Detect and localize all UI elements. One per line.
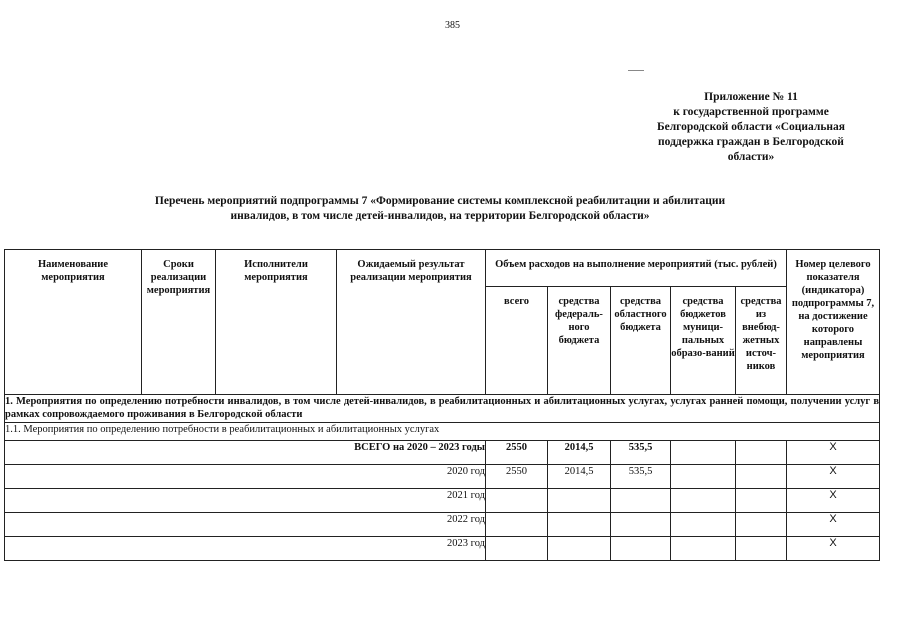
- cell-municipal: [671, 489, 736, 513]
- cell-total: [486, 537, 548, 561]
- table-row: [5, 513, 880, 537]
- cell-federal: [548, 489, 611, 513]
- header-result: Ожидаемый результат реализации мероприятия: [337, 250, 486, 395]
- cell-federal: 2014,5: [548, 441, 611, 465]
- cell-extrabudget: [736, 537, 787, 561]
- cell-federal: 2014,5: [548, 465, 611, 489]
- table-row: [5, 489, 880, 513]
- cell-regional: [611, 513, 671, 537]
- appendix-line: Приложение № 11: [704, 91, 798, 103]
- cell-indicator: Х: [787, 465, 880, 489]
- page-number: 385: [445, 20, 460, 31]
- header-total: всего: [486, 287, 548, 395]
- section-heading: 1. Мероприятия по определению потребности инвалидов, в том числе детей-инвалидов, в реабилитационных и абилитационных услугах, услугах ранней помощи, получении услуг в рамках сопровождаемого проживания в Белгородской области: [5, 395, 880, 423]
- row-label: 2022 год: [5, 513, 486, 537]
- header-extrabudget: средства из внебюд-жетных источ-ников: [736, 287, 787, 395]
- cell-federal: [548, 537, 611, 561]
- table-row: [5, 441, 880, 465]
- header-name: Наименование мероприятия: [5, 250, 142, 395]
- row-label: ВСЕГО на 2020 – 2023 годы: [5, 441, 486, 465]
- cell-municipal: [671, 441, 736, 465]
- header-executors: Исполнители мероприятия: [216, 250, 337, 395]
- row-label: 2020 год: [5, 465, 486, 489]
- header-indicator: Номер целевого показателя (индикатора) подпрограммы 7, на достижение которого направлены мероприятия: [787, 250, 880, 395]
- document-title: [70, 194, 810, 224]
- cell-indicator: Х: [787, 537, 880, 561]
- cell-regional: [611, 489, 671, 513]
- cell-extrabudget: [736, 465, 787, 489]
- cell-indicator: Х: [787, 441, 880, 465]
- measures-table: [4, 249, 880, 561]
- cell-extrabudget: [736, 441, 787, 465]
- row-label: 2023 год: [5, 537, 486, 561]
- cell-regional: 535,5: [611, 465, 671, 489]
- cell-indicator: Х: [787, 489, 880, 513]
- cell-municipal: [671, 513, 736, 537]
- cell-regional: 535,5: [611, 441, 671, 465]
- row-label: 2021 год: [5, 489, 486, 513]
- header-expenses: Объем расходов на выполнение мероприятий (тыс. рублей): [486, 250, 787, 287]
- cell-indicator: Х: [787, 513, 880, 537]
- appendix-line: Белгородской области «Социальная: [656, 121, 845, 133]
- scan-mark: [628, 70, 644, 71]
- title-line: Перечень мероприятий подпрограммы 7 «Формирование системы комплексной реабилитации и абилитации: [154, 195, 726, 207]
- cell-total: 2550: [486, 441, 548, 465]
- cell-total: [486, 513, 548, 537]
- cell-regional: [611, 537, 671, 561]
- cell-federal: [548, 513, 611, 537]
- cell-municipal: [671, 537, 736, 561]
- appendix-line: поддержка граждан в Белгородской: [658, 136, 844, 148]
- title-line: инвалидов, в том числе детей-инвалидов, на территории Белгородской области»: [230, 210, 650, 222]
- table-row: [5, 465, 880, 489]
- header-federal: средства федераль-ного бюджета: [548, 287, 611, 395]
- cell-total: [486, 489, 548, 513]
- table-row: [5, 537, 880, 561]
- cell-extrabudget: [736, 489, 787, 513]
- cell-extrabudget: [736, 513, 787, 537]
- subsection-heading: 1.1. Мероприятия по определению потребности в реабилитационных и абилитационных услугах: [5, 423, 880, 441]
- appendix-line: к государственной программе: [673, 106, 829, 118]
- cell-total: 2550: [486, 465, 548, 489]
- appendix-line: области»: [727, 151, 775, 163]
- header-terms: Сроки реализации мероприятия: [142, 250, 216, 395]
- cell-municipal: [671, 465, 736, 489]
- header-regional: средства областного бюджета: [611, 287, 671, 395]
- header-municipal: средства бюджетов муници-пальных образо-ваний: [671, 287, 736, 395]
- appendix-heading: [638, 90, 864, 165]
